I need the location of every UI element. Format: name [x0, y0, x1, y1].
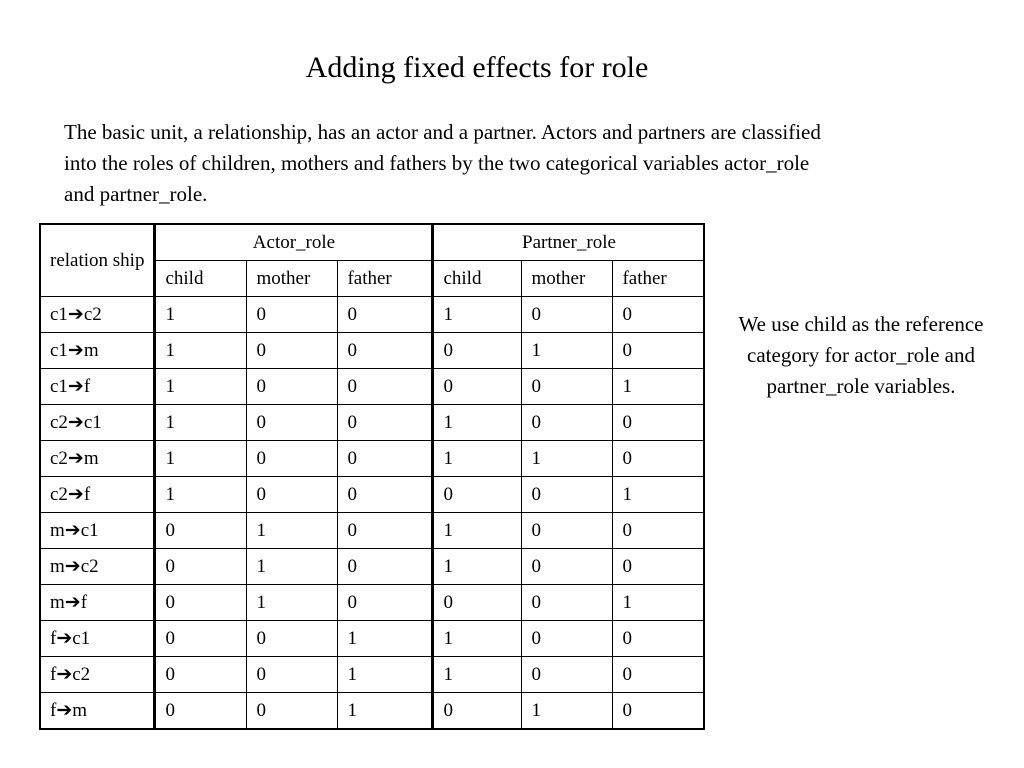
partner-mother-cell: 0: [522, 477, 613, 513]
partner-child-cell: 1: [433, 549, 522, 585]
actor-child-cell: 1: [155, 441, 247, 477]
partner-mother-cell: 1: [522, 441, 613, 477]
table-row: [40, 297, 704, 333]
partner-child-cell: 1: [433, 621, 522, 657]
actor-father-cell: 0: [338, 513, 433, 549]
actor-father-cell: 0: [338, 477, 433, 513]
partner-father-cell: 0: [613, 693, 705, 730]
relationship-cell: c2➔m: [40, 441, 155, 477]
actor-father-cell: 1: [338, 657, 433, 693]
actor-col-mother: mother: [247, 261, 338, 297]
relationship-header: relation ship: [40, 224, 155, 297]
actor-mother-cell: 0: [247, 441, 338, 477]
actor-mother-cell: 0: [247, 297, 338, 333]
partner-father-cell: 0: [613, 549, 705, 585]
partner-mother-cell: 0: [522, 405, 613, 441]
relationship-cell: c1➔f: [40, 369, 155, 405]
table-row: [40, 369, 704, 405]
relationship-cell: m➔f: [40, 585, 155, 621]
partner-father-cell: 0: [613, 657, 705, 693]
relationship-cell: f➔c2: [40, 657, 155, 693]
actor-mother-cell: 1: [247, 585, 338, 621]
partner-child-cell: 0: [433, 369, 522, 405]
partner-father-cell: 1: [613, 585, 705, 621]
table-row: [40, 405, 704, 441]
relationship-cell: m➔c2: [40, 549, 155, 585]
actor-father-cell: 0: [338, 333, 433, 369]
partner-child-cell: 0: [433, 693, 522, 730]
actor-father-cell: 0: [338, 549, 433, 585]
header-row-groups: [40, 224, 704, 261]
intro-paragraph: The basic unit, a relationship, has an actor and a partner. Actors and partners are classified into the roles of children, mothers and fathers by the two categorical variables actor_role and partner_role.: [64, 120, 821, 206]
table-row: [40, 441, 704, 477]
actor-child-cell: 0: [155, 621, 247, 657]
slide-title: Adding fixed effects for role: [305, 51, 649, 84]
actor-mother-cell: 0: [247, 657, 338, 693]
partner-col-father: father: [613, 261, 705, 297]
actor-father-cell: 1: [338, 621, 433, 657]
actor-father-cell: 0: [338, 405, 433, 441]
partner-mother-cell: 0: [522, 657, 613, 693]
actor-father-cell: 1: [338, 693, 433, 730]
table-row: [40, 657, 704, 693]
relationship-cell: m➔c1: [40, 513, 155, 549]
partner-mother-cell: 0: [522, 621, 613, 657]
partner-mother-cell: 0: [522, 369, 613, 405]
actor-child-cell: 0: [155, 693, 247, 730]
actor-child-cell: 0: [155, 657, 247, 693]
partner-mother-cell: 0: [522, 297, 613, 333]
partner-child-cell: 1: [433, 513, 522, 549]
actor-mother-cell: 1: [247, 549, 338, 585]
actor-mother-cell: 0: [247, 477, 338, 513]
actor-mother-cell: 0: [247, 621, 338, 657]
partner-child-cell: 0: [433, 585, 522, 621]
actor-col-child: child: [155, 261, 247, 297]
partner-role-header: Partner_role: [433, 224, 705, 261]
actor-father-cell: 0: [338, 441, 433, 477]
partner-child-cell: 0: [433, 333, 522, 369]
partner-father-cell: 0: [613, 621, 705, 657]
partner-father-cell: 1: [613, 369, 705, 405]
actor-child-cell: 0: [155, 585, 247, 621]
partner-col-child: child: [433, 261, 522, 297]
partner-child-cell: 1: [433, 441, 522, 477]
actor-mother-cell: 0: [247, 405, 338, 441]
table-row: [40, 621, 704, 657]
actor-child-cell: 1: [155, 477, 247, 513]
relationship-cell: c2➔f: [40, 477, 155, 513]
role-dummy-table: [39, 223, 705, 730]
actor-child-cell: 0: [155, 513, 247, 549]
relationship-cell: f➔c1: [40, 621, 155, 657]
partner-child-cell: 1: [433, 297, 522, 333]
table-row: [40, 513, 704, 549]
partner-mother-cell: 1: [522, 693, 613, 730]
actor-mother-cell: 1: [247, 513, 338, 549]
actor-father-cell: 0: [338, 297, 433, 333]
relationship-cell: c1➔c2: [40, 297, 155, 333]
actor-mother-cell: 0: [247, 693, 338, 730]
relationship-cell: f➔m: [40, 693, 155, 730]
relationship-cell: c2➔c1: [40, 405, 155, 441]
partner-child-cell: 1: [433, 405, 522, 441]
partner-child-cell: 1: [433, 657, 522, 693]
actor-child-cell: 1: [155, 297, 247, 333]
actor-child-cell: 0: [155, 549, 247, 585]
partner-father-cell: 1: [613, 477, 705, 513]
partner-mother-cell: 0: [522, 585, 613, 621]
actor-child-cell: 1: [155, 369, 247, 405]
reference-category-note: We use child as the reference category for actor_role and partner_role variables.: [738, 312, 984, 398]
relationship-cell: c1➔m: [40, 333, 155, 369]
partner-mother-cell: 0: [522, 549, 613, 585]
partner-father-cell: 0: [613, 513, 705, 549]
actor-child-cell: 1: [155, 405, 247, 441]
partner-mother-cell: 1: [522, 333, 613, 369]
partner-father-cell: 0: [613, 405, 705, 441]
table-row: [40, 477, 704, 513]
actor-father-cell: 0: [338, 369, 433, 405]
actor-mother-cell: 0: [247, 369, 338, 405]
actor-child-cell: 1: [155, 333, 247, 369]
partner-mother-cell: 0: [522, 513, 613, 549]
partner-father-cell: 0: [613, 441, 705, 477]
actor-mother-cell: 0: [247, 333, 338, 369]
partner-father-cell: 0: [613, 297, 705, 333]
table-row: [40, 549, 704, 585]
actor-father-cell: 0: [338, 585, 433, 621]
table-row: [40, 333, 704, 369]
actor-role-header: Actor_role: [155, 224, 433, 261]
table-row: [40, 693, 704, 730]
partner-col-mother: mother: [522, 261, 613, 297]
actor-col-father: father: [338, 261, 433, 297]
table-row: [40, 585, 704, 621]
partner-child-cell: 0: [433, 477, 522, 513]
partner-father-cell: 0: [613, 333, 705, 369]
